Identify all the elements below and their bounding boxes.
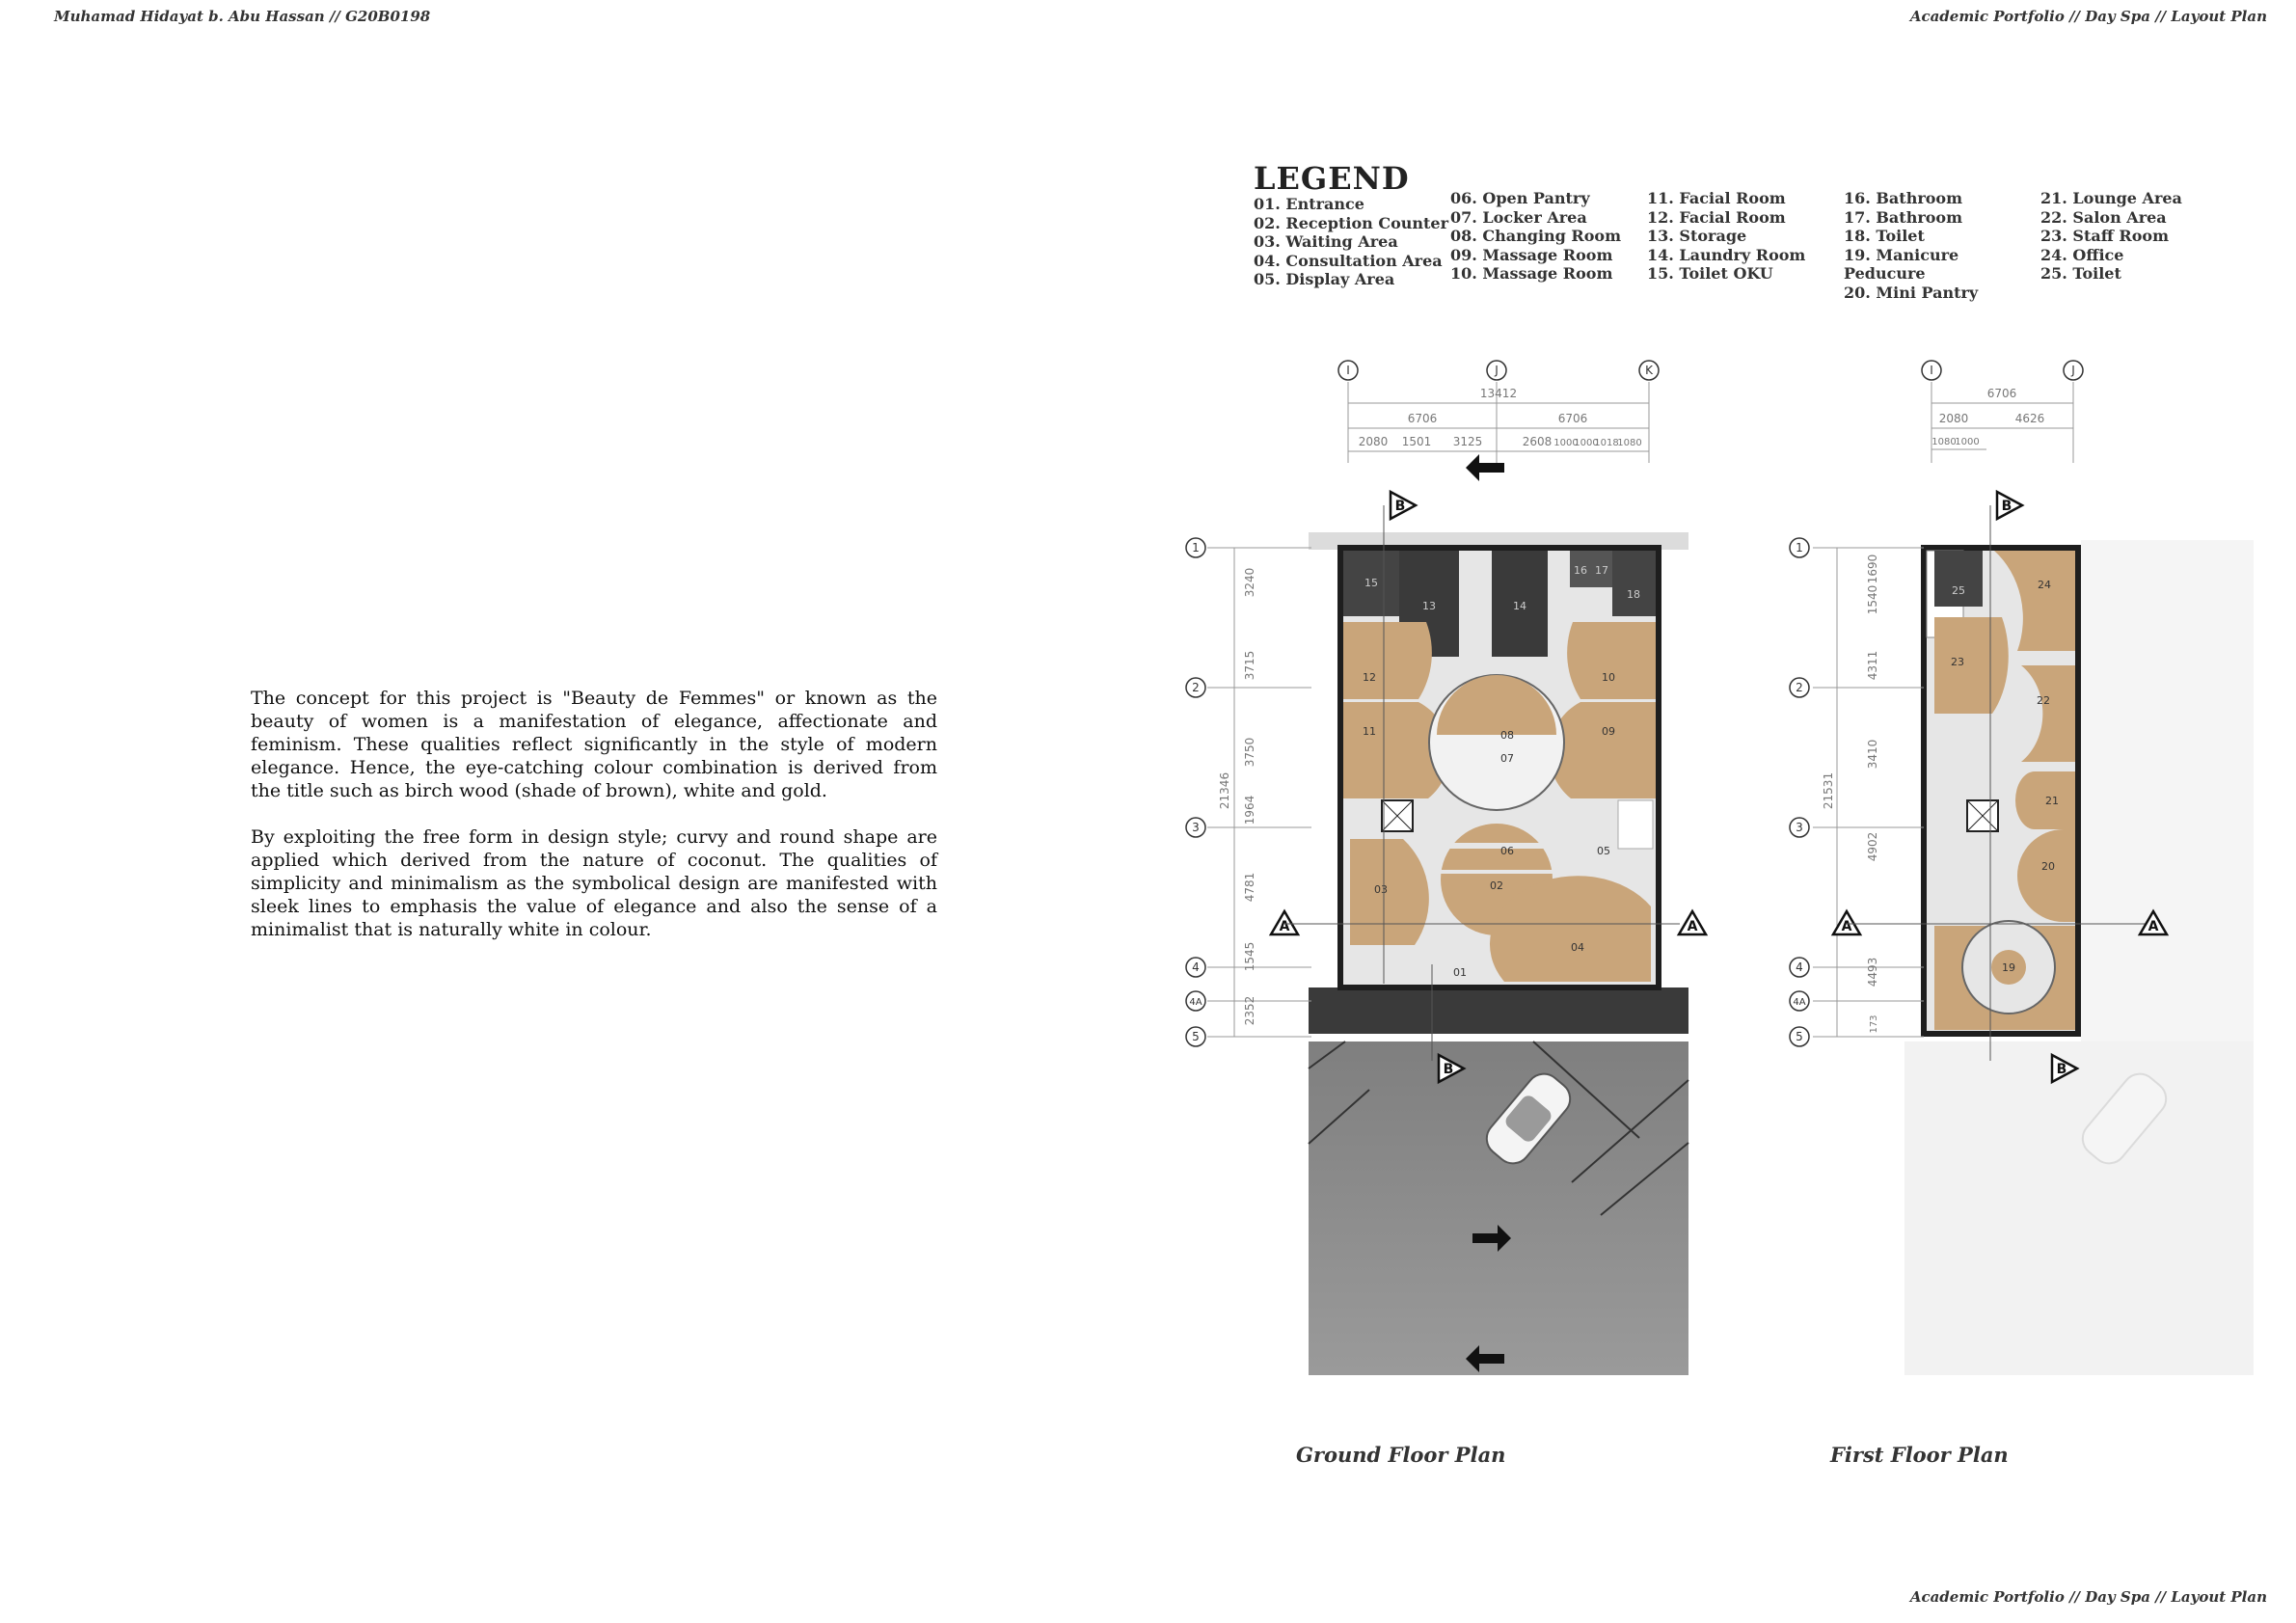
label-room-17: 17 <box>1595 564 1608 577</box>
dimension-label: 1018 <box>1594 438 1619 448</box>
dimension-label: 6706 <box>1557 412 1588 425</box>
pedestrian-walkway <box>1309 987 1688 1034</box>
label-room-12: 12 <box>1363 671 1376 684</box>
grid-label: 4A <box>1793 997 1806 1008</box>
legend-item: 22. Salon Area <box>2040 207 2167 227</box>
grid-label: 1 <box>1796 541 1803 555</box>
dimension-label: 6706 <box>1407 412 1438 425</box>
legend-item: 01. Entrance <box>1254 195 1364 213</box>
legend-item: 12. Facial Room <box>1647 207 1786 227</box>
legend-item: 17. Bathroom <box>1844 207 1963 227</box>
dimension-label: 1080 <box>1617 438 1642 448</box>
grid-label: 4A <box>1189 997 1202 1008</box>
dimension-label: 4626 <box>2014 412 2045 425</box>
grid-label: J <box>2071 364 2075 377</box>
section-label: B <box>1394 499 1406 514</box>
dimension-label: 3410 <box>1866 739 1879 770</box>
legend-item: 07. Locker Area <box>1450 207 1587 227</box>
legend-item: 10. Massage Room <box>1450 264 1613 283</box>
label-room-03: 03 <box>1374 883 1388 896</box>
label-room-07: 07 <box>1500 752 1514 765</box>
dimension-label: 2080 <box>1938 412 1969 425</box>
legend-item: 14. Laundry Room <box>1647 245 1806 264</box>
label-room-22: 22 <box>2037 694 2050 707</box>
footer-title: Academic Portfolio // Day Spa // Layout Plan <box>1909 1588 2267 1606</box>
label-room-20: 20 <box>2041 860 2055 873</box>
legend-item: 02. Reception Counter <box>1254 213 1449 232</box>
legend-item: 09. Massage Room <box>1450 245 1613 264</box>
legend-item: 13. Storage <box>1647 227 1747 245</box>
dimension-label: 2080 <box>1358 435 1389 448</box>
legend-item: 19. Manicure Peducure <box>1844 245 1959 283</box>
legend-item: 05. Display Area <box>1254 270 1395 288</box>
dimension-label: 1501 <box>1401 435 1432 448</box>
dimension-label: 3125 <box>1452 435 1483 448</box>
label-room-02: 02 <box>1490 879 1503 892</box>
grid-label: J <box>1495 364 1499 377</box>
faded-neighbor <box>2081 540 2254 1041</box>
room-10 <box>1567 622 1656 699</box>
dimension-label: 1964 <box>1243 795 1256 825</box>
legend-item: 08. Changing Room <box>1450 227 1621 245</box>
dimension-label: 13412 <box>1479 387 1518 400</box>
section-label: B <box>2001 499 2012 514</box>
ground-floor-plan <box>1186 361 1706 1375</box>
label-room-08: 08 <box>1500 729 1514 742</box>
legend-item: 21. Lounge Area <box>2040 189 2182 207</box>
dimension-label: 3715 <box>1243 650 1256 681</box>
ground-floor-caption: Ground Floor Plan <box>1296 1443 1506 1467</box>
dimension-label: 1545 <box>1243 941 1256 972</box>
legend-title: LEGEND <box>1254 160 1410 197</box>
dimension-label: 21346 <box>1218 771 1231 810</box>
dimension-label: 3750 <box>1243 737 1256 768</box>
section-label: B <box>1443 1062 1454 1077</box>
legend-item: 16. Bathroom <box>1844 189 1963 207</box>
label-room-10: 10 <box>1602 671 1615 684</box>
legend-item: 11. Facial Room <box>1647 189 1786 207</box>
dimension-label: 4493 <box>1866 957 1879 987</box>
dimension-label: 1000 <box>1955 437 1980 447</box>
header-title: Academic Portfolio // Day Spa // Layout Plan <box>1909 8 2267 25</box>
dimension-label: 4902 <box>1866 831 1879 862</box>
label-room-04: 04 <box>1571 941 1584 954</box>
header-author: Muhamad Hidayat b. Abu Hassan // G20B0198 <box>54 8 431 25</box>
grid-label: 4 <box>1796 960 1803 974</box>
label-room-09: 09 <box>1602 725 1615 738</box>
parking-area <box>1309 1041 1688 1375</box>
section-label: A <box>1279 919 1290 934</box>
grid-label: 5 <box>1796 1030 1803 1043</box>
label-room-06: 06 <box>1500 845 1514 857</box>
grid-label: 2 <box>1192 681 1200 694</box>
dimension-label: 2608 <box>1522 435 1553 448</box>
dimension-label: 1000 <box>1574 438 1599 448</box>
label-room-05: 05 <box>1597 845 1610 857</box>
grid-label: 4 <box>1192 960 1200 974</box>
legend-item: 24. Office <box>2040 245 2124 264</box>
room-09 <box>1550 702 1656 798</box>
room-18 <box>1612 551 1656 616</box>
room-25 <box>1934 551 1983 607</box>
label-room-15: 15 <box>1364 577 1378 589</box>
dimension-label: 4311 <box>1866 650 1879 681</box>
legend-item: 20. Mini Pantry <box>1844 283 1979 302</box>
first-floor-caption: First Floor Plan <box>1830 1443 2009 1467</box>
grid-label: 2 <box>1796 681 1803 694</box>
label-room-11: 11 <box>1363 725 1376 738</box>
label-room-21: 21 <box>2045 795 2059 807</box>
label-room-16: 16 <box>1574 564 1587 577</box>
dimension-label: 4781 <box>1243 872 1256 903</box>
grid-label: 1 <box>1192 541 1200 555</box>
section-label: A <box>1687 919 1698 934</box>
grid-label: 3 <box>1796 821 1803 834</box>
legend-item: 25. Toilet <box>2040 264 2121 283</box>
concept-paragraph-1: The concept for this project is "Beauty de Femmes" or known as the beauty of women is a manifestation of elegance, affectionate and feminism. These qualities reflect significantly in the style of modern elegance. Hence, the eye-catching colour combination is derived from the title such as birch wood (shade of brown), white and gold. <box>251 688 937 801</box>
legend-item: 18. Toilet <box>1844 227 1925 245</box>
dimension-label: 1690 <box>1866 554 1879 584</box>
grid-label: I <box>1930 364 1933 377</box>
label-room-24: 24 <box>2038 579 2051 591</box>
dimension-label: 1540 <box>1866 584 1879 615</box>
dimension-label: 173 <box>1869 1014 1879 1034</box>
legend-item: 03. Waiting Area <box>1254 232 1398 251</box>
grid-label: K <box>1645 364 1653 377</box>
label-room-19: 19 <box>2002 961 2015 974</box>
label-room-18: 18 <box>1627 588 1640 601</box>
faded-parking <box>1904 1041 2254 1375</box>
dimension-label: 2352 <box>1243 995 1256 1026</box>
label-room-25: 25 <box>1952 584 1965 597</box>
dimension-label: 21531 <box>1822 771 1835 810</box>
label-room-13: 13 <box>1422 600 1436 612</box>
arrow-left-icon <box>1466 454 1504 481</box>
legend-item: 06. Open Pantry <box>1450 189 1590 207</box>
grid-label: I <box>1346 364 1350 377</box>
dimension-label: 1000 <box>1553 438 1579 448</box>
dimension-label: 6706 <box>1986 387 2017 400</box>
label-room-01: 01 <box>1453 966 1467 979</box>
legend-item: 15. Toilet OKU <box>1647 264 1773 283</box>
first-floor-plan <box>1790 361 2254 1375</box>
legend-item: 04. Consultation Area <box>1254 251 1443 270</box>
grid-label: 3 <box>1192 821 1200 834</box>
label-room-23: 23 <box>1951 656 1964 668</box>
stairs <box>1618 800 1653 849</box>
room-23 <box>1934 617 2009 714</box>
section-label: A <box>2147 919 2159 934</box>
section-label: B <box>2056 1062 2067 1077</box>
room-12 <box>1343 622 1432 699</box>
dimension-label: 3240 <box>1243 567 1256 598</box>
label-room-14: 14 <box>1513 600 1526 612</box>
section-label: A <box>1841 919 1852 934</box>
dimension-label: 1080 <box>1931 437 1957 447</box>
legend-item: 23. Staff Room <box>2040 227 2169 245</box>
concept-paragraph-2: By exploiting the free form in design style; curvy and round shape are applied which derived from the nature of coconut. The qualities of simplicity and minimalism as the symbolical design are manifested with sleek lines to emphasis the value of elegance and also the sense of a minimalist that is naturally white in colour. <box>251 826 937 940</box>
grid-label: 5 <box>1192 1030 1200 1043</box>
